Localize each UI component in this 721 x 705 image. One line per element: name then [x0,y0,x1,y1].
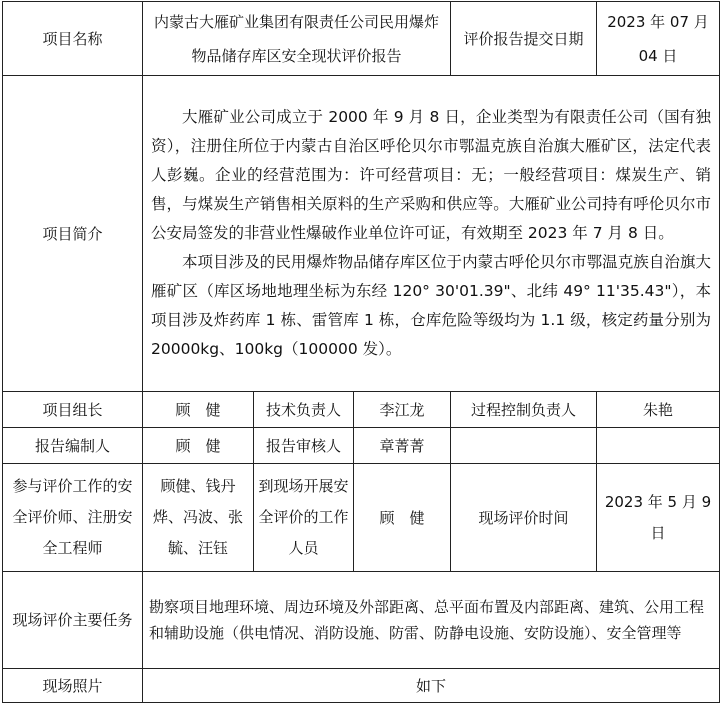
participants-value: 顾健、钱丹烨、冯波、张毓、汪钰 [143,464,254,572]
submit-date-label: 评价报告提交日期 [451,2,597,76]
leader-value: 顾 健 [143,392,254,428]
photos-value: 如下 [143,669,720,703]
empty-cell [597,428,720,464]
compiler-value: 顾 健 [143,428,254,464]
empty-cell [451,428,597,464]
onsite-staff-label: 到现场开展安全评价的工作人员 [254,464,354,572]
tech-lead-value: 李江龙 [354,392,451,428]
process-control-label: 过程控制负责人 [451,392,597,428]
intro-paragraph: 本项目涉及的民用爆炸物品储存库区位于内蒙古呼伦贝尔市鄂温克族自治旗大雁矿区（库区场地地理坐标为东经 120° 30'01.39"、北纬 49° 11'35.43"），本项目涉及炸药库 1 栋、雷管库 1 栋，仓库危险等级均为 1.1 级，核定药量分别为 20000kg、100kg（100000 发）。 [151,253,712,358]
row-photos [3,669,720,703]
participants-label: 参与评价工作的安全评价师、注册安全工程师 [3,464,143,572]
onsite-time-value: 2023 年 5 月 9 日 [597,464,720,572]
row-participants [3,464,720,572]
leader-label: 项目组长 [3,392,143,428]
row-tasks [3,572,720,669]
reviewer-label: 报告审核人 [254,428,354,464]
tech-lead-label: 技术负责人 [254,392,354,428]
onsite-staff-value: 顾 健 [354,464,451,572]
compiler-label: 报告编制人 [3,428,143,464]
row-leader [3,392,720,428]
process-control-value: 朱艳 [597,392,720,428]
intro-paragraph: 大雁矿业公司成立于 2000 年 9 月 8 日，企业类型为有限责任公司（国有独资），注册住所位于内蒙古自治区呼伦贝尔市鄂温克族自治旗大雁矿区，法定代表人彭巍。企业的经营范围为：许可经营项目：无；一般经营项目：煤炭生产、销售，与煤炭生产销售相关原料的生产采购和供应等。大雁矿业公司持有呼伦贝尔市公安局签发的非营业性爆破作业单位许可证，有效期至 2023 年 7 月 8 日。 [151,108,712,242]
project-name-label: 项目名称 [3,2,143,76]
row-project-name [3,2,720,76]
tasks-label: 现场评价主要任务 [3,572,143,669]
onsite-time-label: 现场评价时间 [451,464,597,572]
photos-label: 现场照片 [3,669,143,703]
tasks-value: 勘察项目地理环境、周边环境及外部距离、总平面布置及内部距离、建筑、公用工程和辅助设施（供电情况、消防设施、防雷、防静电设施、安防设施）、安全管理等 [143,572,720,669]
submit-date-value: 2023 年 07 月 04 日 [597,2,720,76]
evaluation-info-table [2,1,720,703]
reviewer-value: 章菁菁 [354,428,451,464]
project-intro-label: 项目简介 [3,76,143,392]
project-intro-content [143,76,720,392]
row-project-intro [3,76,720,392]
project-name-value: 内蒙古大雁矿业集团有限责任公司民用爆炸物品储存库区安全现状评价报告 [143,2,451,76]
row-compiler [3,428,720,464]
